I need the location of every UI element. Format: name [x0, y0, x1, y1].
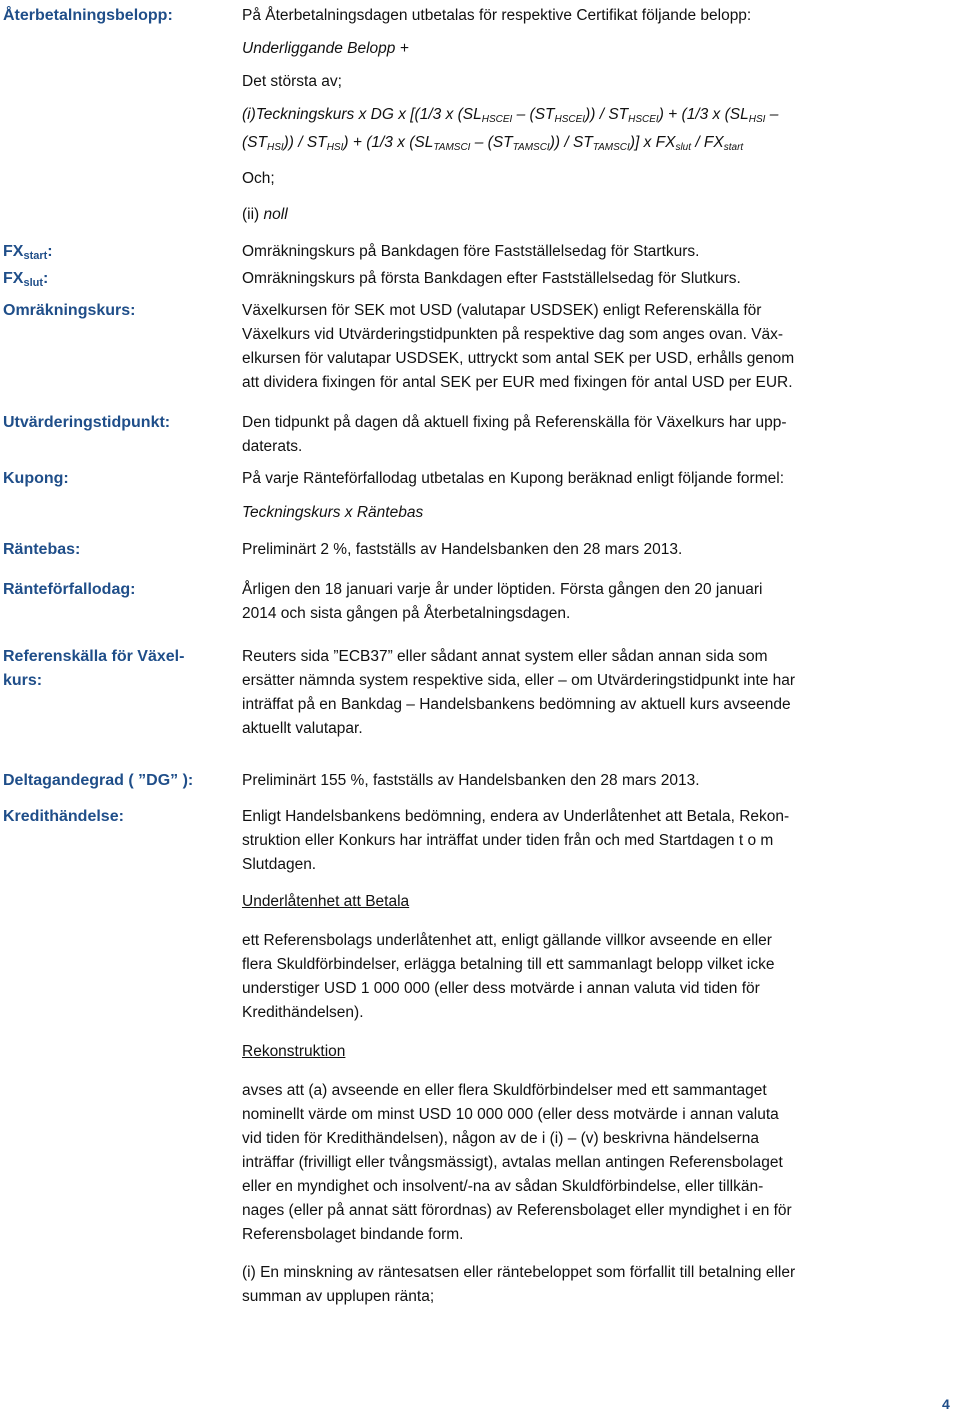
- referenskalla-definition: Reuters sida ”ECB37” eller sådant annat system eller sådan annan sida som ersätter nämnda system respektive sida, eller – om Utvärderingstidpunkt inte har inträffat på en Bankdag – Handelsbankens bedömning av aktuell kurs avseende aktuellt valutapar.: [242, 648, 796, 737]
- rantefallodag-definition: Årligen den 18 januari varje år under löptiden. Första gången den 20 januari 2014 och sista gången på Återbetalningsdagen.: [242, 581, 763, 622]
- deltagandegrad-definition: Preliminärt 155 %, fastställs av Handelsbanken den 28 mars 2013.: [242, 772, 700, 789]
- label-omrakningskurs: Omräkningskurs:: [3, 302, 136, 319]
- rekonstruktion-definition: avses att (a) avseende en eller flera Skuldförbindelser med ett sammantaget nominellt värde om minst USD 10 000 000 (eller dess motvärde i annan valuta vid tiden för Kredithändelsen), någon av de i (i) – (v) beskrivna händelserna inträffar (frivilligt eller tvångsmässigt), avtalas mellan antingen Referensbolaget eller en myndighet och insolvent/-na av sådan Skuldförbindelse, eller tillkän- nages (eller på annat sätt förordnas) av Referensbolaget eller myndighet i en för Referensbolaget bindande form.: [242, 1082, 792, 1243]
- label-referenskalla-vaxelkurs: Referenskälla för Växel- kurs:: [3, 648, 185, 689]
- fx-slut-definition: Omräkningskurs på första Bankdagen efter Fastställelsedag för Slutkurs.: [242, 270, 741, 287]
- underliggande-belopp: Underliggande Belopp +: [242, 40, 409, 57]
- omrakningskurs-definition: Växelkursen för SEK mot USD (valutapar USDSEK) enligt Referenskälla för Växelkurs vid Utvärderingstidpunkten på respektive dag som anges ovan. Väx- elkursen för valutapar USDSEK, uttryckt som antal SEK per USD, erhålls genom att dividera fixingen för antal SEK per EUR med fixingen för antal USD per EUR.: [242, 302, 795, 391]
- label-fx-slut: $FX_{slut}$:: [3, 270, 49, 289]
- label-rantefallodag: Ränteförfallodag:: [3, 581, 136, 598]
- label-aterbetalningsbelopp: Återbetalningsbelopp:: [3, 7, 173, 24]
- underlatenhet-definition: ett Referensbolags underlåtenhet att, enligt gällande villkor avseende en eller flera Skuldförbindelser, erlägga betalning till ett sammanlagt belopp vilket icke understiger USD 1 000 000 (eller dess motvärde i annan valuta vid tiden för Kredithändelsen).: [242, 932, 775, 1021]
- kredithandelse-definition: Enligt Handelsbankens bedömning, endera av Underlåtenhet att Betala, Rekon- struktion eller Konkurs har inträffat under tiden från och med Startdagen t o m Slutdagen.: [242, 808, 790, 873]
- label-rantebas: Räntebas:: [3, 541, 81, 558]
- alternative-ii: (ii) noll: [242, 206, 288, 223]
- aterbetalning-intro: På Återbetalningsdagen utbetalas för respektive Certifikat följande belopp:: [242, 7, 752, 24]
- fx-start-definition: Omräkningskurs på Bankdagen före Fastställelsedag för Startkurs.: [242, 243, 700, 260]
- rekonstruktion-heading: Rekonstruktion: [242, 1043, 346, 1060]
- och: Och;: [242, 170, 275, 187]
- storsta-av: Det största av;: [242, 73, 342, 90]
- label-deltagandegrad: Deltagandegrad ( ”DG” ):: [3, 772, 194, 789]
- underlatenhet-heading: Underlåtenhet att Betala: [242, 893, 410, 910]
- formula-line-1: (i)Teckningskurs x DG x [(1/3 x $(SL_{HSCEI} - (ST_{HSCEI})) / ST_{HSCEI}) + (1/3$ x ($SL_{HSI}$ –: [242, 106, 779, 125]
- page-number: 4: [942, 1396, 950, 1412]
- kupong-formula: Teckningskurs x Räntebas: [242, 504, 424, 521]
- label-kupong: Kupong:: [3, 470, 69, 487]
- label-fx-start: $FX_{start}$:: [3, 243, 53, 262]
- label-utvarderingstidpunkt: Utvärderingstidpunkt:: [3, 414, 171, 431]
- label-kredithandelse: Kredithändelse:: [3, 808, 124, 825]
- rantebas-definition: Preliminärt 2 %, fastställs av Handelsbanken den 28 mars 2013.: [242, 541, 683, 558]
- kupong-definition: På varje Ränteförfallodag utbetalas en Kupong beräknad enligt följande formel:: [242, 470, 785, 487]
- utvarderingstidpunkt-definition: Den tidpunkt på dagen då aktuell fixing på Referenskälla för Växelkurs har upp- daterats.: [242, 414, 787, 455]
- formula-line-2: $(ST_{HSI})) / ST_{HSI}) + (1/3$ x $(SL_{TAMSCI} - (ST_{TAMSCI})) / ST_{TAMSCI}$)] x $FX_{slut} / FX_{start}$: [242, 134, 744, 153]
- minskning-item: (i) En minskning av räntesatsen eller räntebeloppet som förfallit till betalning eller summan av upplupen ränta;: [242, 1264, 796, 1305]
